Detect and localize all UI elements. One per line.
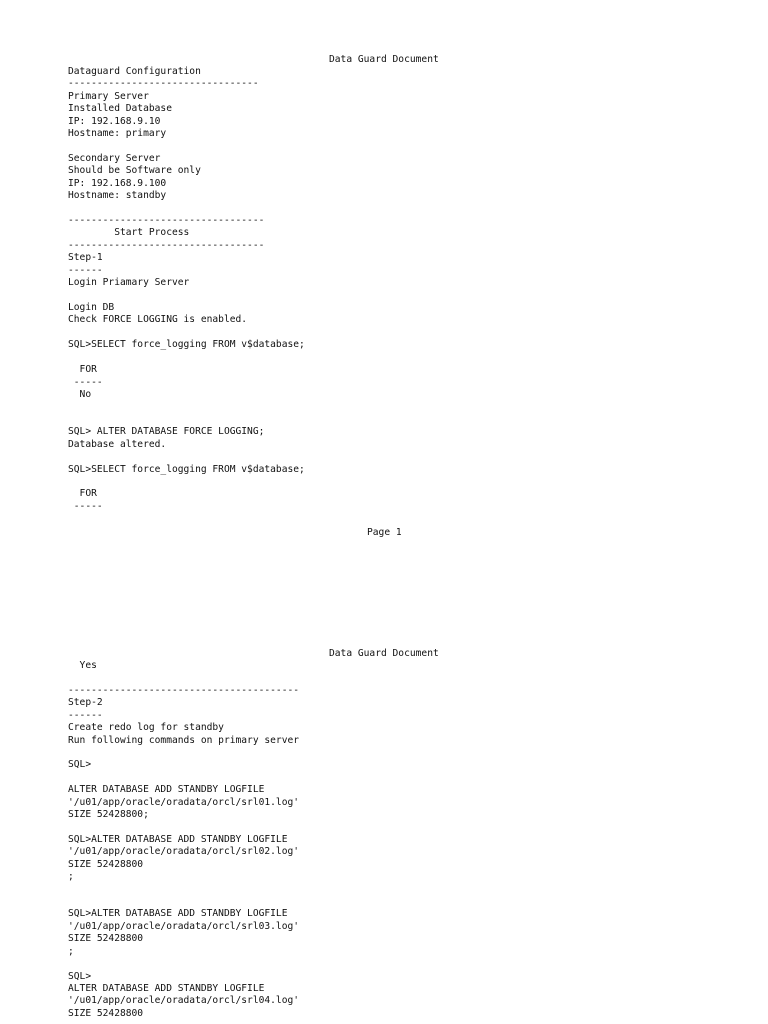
page-2-body: Yes ---------------------------------------- Step-2 ------ Create redo log for standby Run following commands on primary server SQL> ALTER DATABASE ADD STANDBY LOGFILE '/u01/app/oracle/oradata/orcl/srl01.log' SIZE 52428800; SQL>ALTER DATABASE ADD STANDBY LOGFILE '/u01/app/oracle/oradata/orcl/srl02.log' SIZE 52428800 ; SQL>ALTER DATABASE ADD STANDBY LOGFILE '/u01/app/oracle/oradata/orcl/srl03.log' SIZE 52428800 ; SQL> ALTER DATABASE ADD STANDBY LOGFILE '/u01/app/oracle/oradata/orcl/srl04.log' SIZE 52428800 <box>68 660 300 1019</box>
page-1-footer: Page 1 <box>367 527 402 538</box>
page-1-header: Data Guard Document <box>329 54 439 65</box>
page-2-header: Data Guard Document <box>329 648 439 659</box>
page-1-body: Dataguard Configuration --------------------------------- Primary Server Installed Database IP: 192.168.9.10 Hostname: primary Secondary Server Should be Software only IP: 192.168.9.100 Hostname: standby ---------------------------------- Start Process ---------------------------------- Step-1 ------ Login Priamary Server Login DB Check FORCE LOGGING is enabled. SQL>SELECT force_logging FROM v$database; FOR ----- No SQL> ALTER DATABASE FORCE LOGGING; Database altered. SQL>SELECT force_logging FROM v$database; FOR ----- <box>68 66 305 512</box>
